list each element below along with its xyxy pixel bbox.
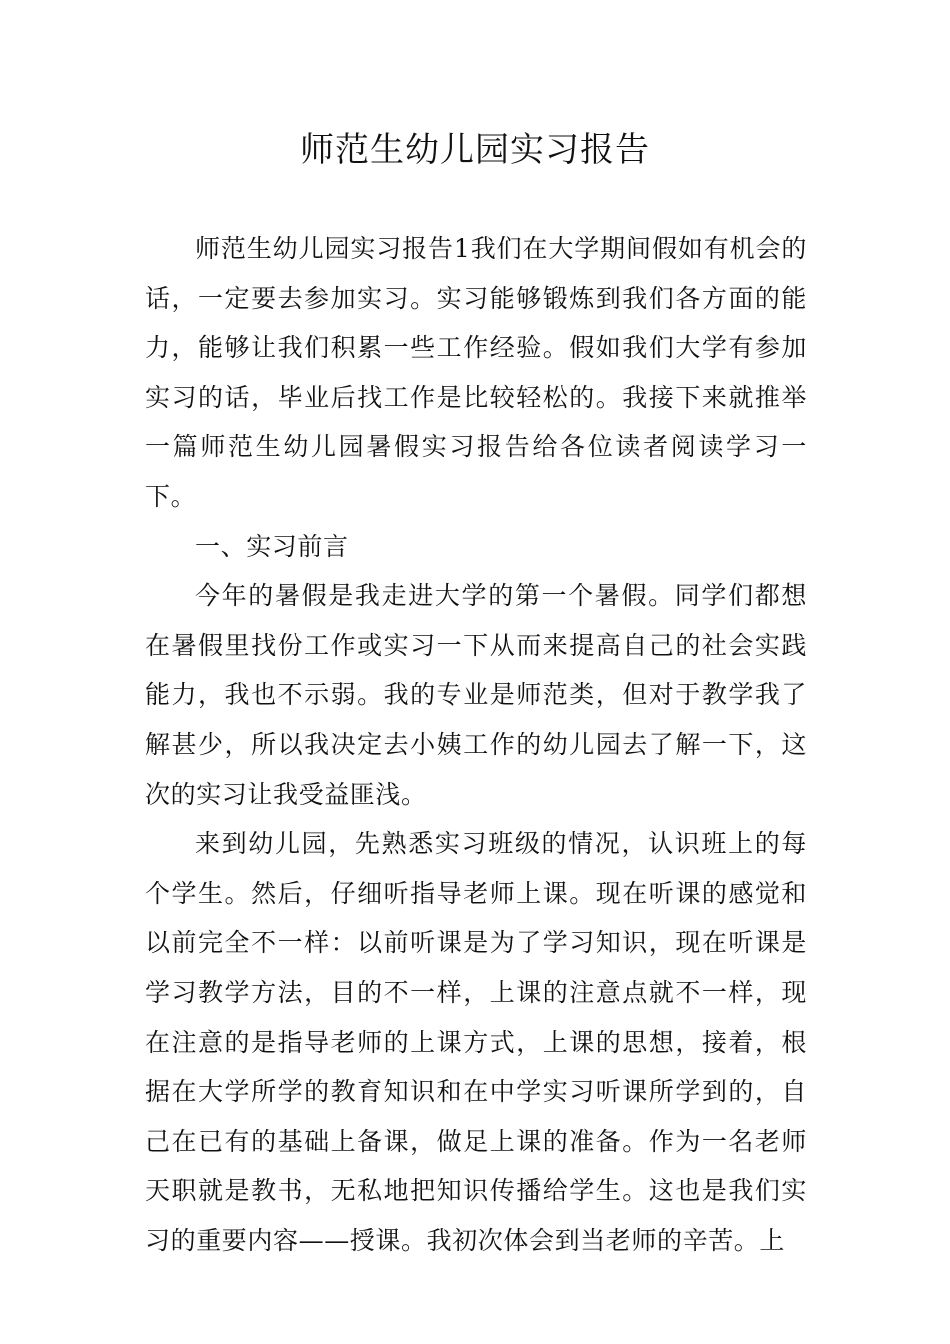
document-title: 师范生幼儿园实习报告 [300, 130, 650, 170]
section-heading-preface: 一、实习前言 [195, 531, 349, 561]
intro-paragraph: 师范生幼儿园实习报告1我们在大学期间假如有机会的话，一定要去参加实习。实习能够锻炼到我们各方面的能力，能够让我们积累一些工作经验。假如我们大学有参加实习的话，毕业后找工作是比较轻松的。我接下来就推举一篇师范生幼儿园暑假实习报告给各位读者阅读学习一下。 [145, 234, 807, 511]
preface-paragraph: 今年的暑假是我走进大学的第一个暑假。同学们都想在暑假里找份工作或实习一下从而来提高自己的社会实践能力，我也不示弱。我的专业是师范类，但对于教学我了解甚少，所以我决定去小姨工作的幼儿园去了解一下，这次的实习让我受益匪浅。 [145, 581, 807, 809]
kindergarten-paragraph: 来到幼儿园，先熟悉实习班级的情况，认识班上的每个学生。然后，仔细听指导老师上课。现在听课的感觉和以前完全不一样：以前听课是为了学习知识，现在听课是学习教学方法，目的不一样，上课的注意点就不一样，现在注意的是指导老师的上课方式，上课的思想，接着，根据在大学所学的教育知识和在中学实习听课所学到的，自己在已有的基础上备课，做足上课的准备。作为一名老师天职就是教书，无私地把知识传播给学生。这也是我们实习的重要内容——授课。我初次体会到当老师的辛苦。上 [145, 829, 807, 1255]
document-body [145, 224, 807, 1265]
